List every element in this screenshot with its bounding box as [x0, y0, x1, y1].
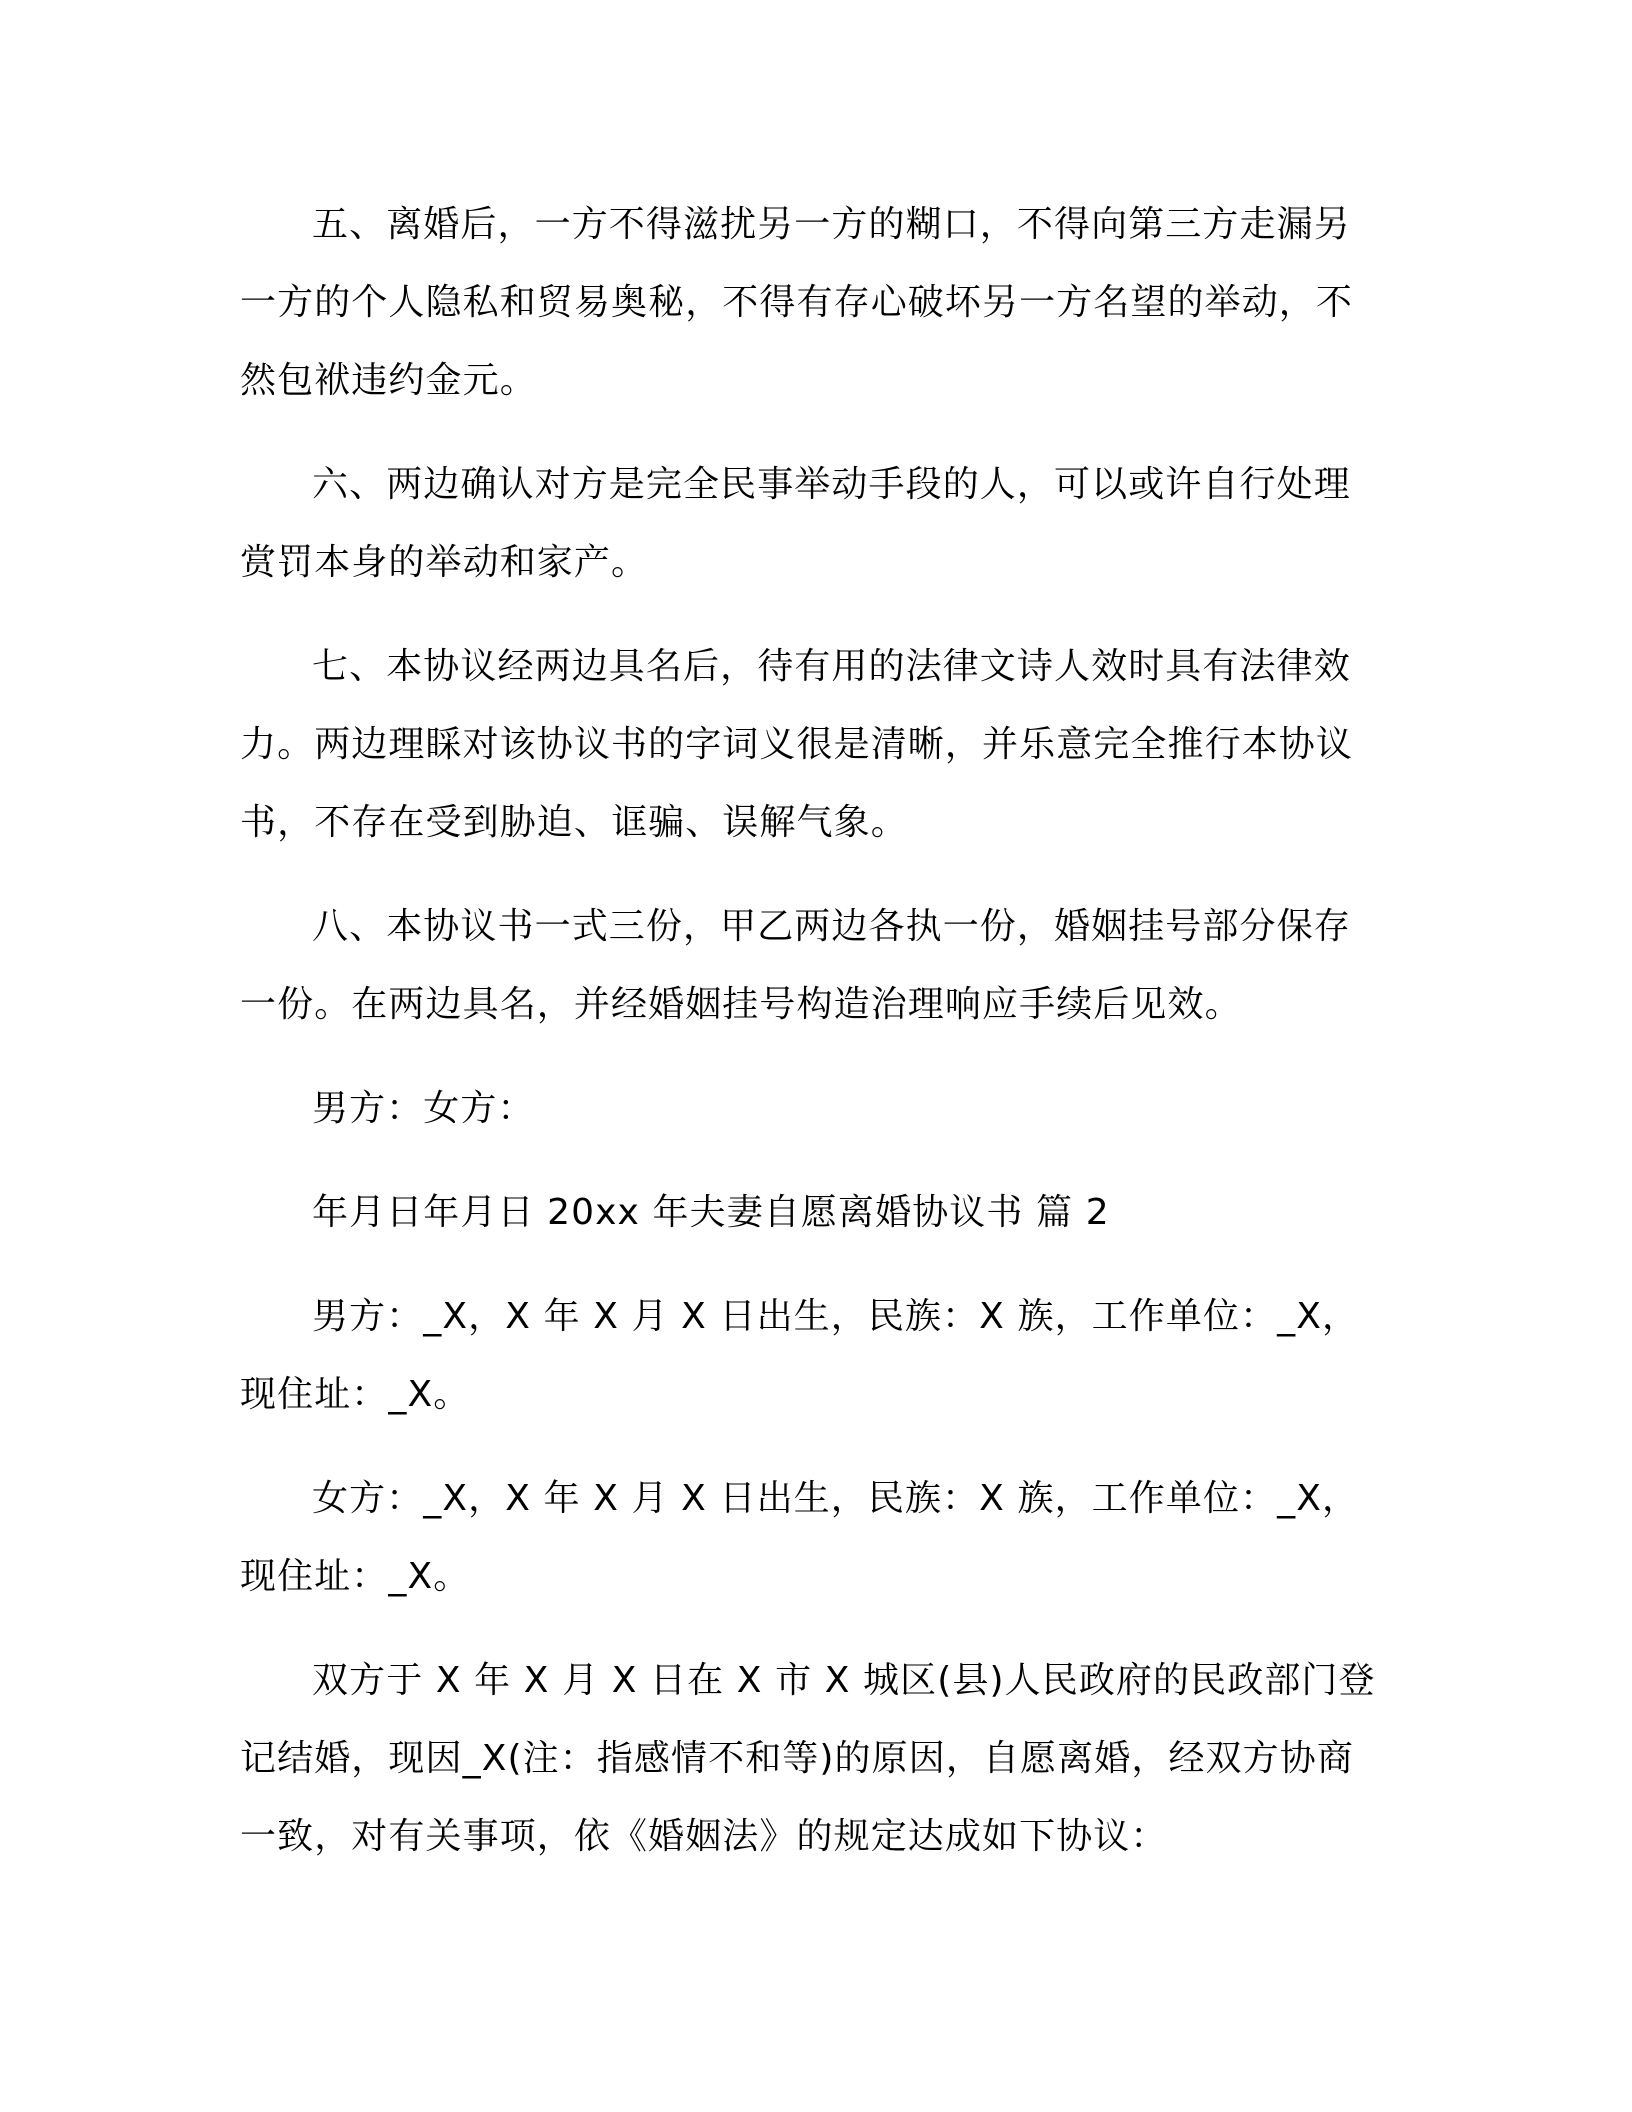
- male-party-info: 男方：_X，X 年 X 月 X 日出生，民族：X 族，工作单位：_X，现住址：_X。: [240, 1296, 1360, 1415]
- marriage-statement-paragraph: 双方于 X 年 X 月 X 日在 X 市 X 城区(县)人民政府的民政部门登记结婚，现因_X(注：指感情不和等)的原因，自愿离婚，经双方协商一致，对有关事项，依《婚姻法》的规定达成如下协议：: [240, 1660, 1376, 1857]
- clause-eight-paragraph: 八、本协议书一式三份，甲乙两边各执一份，婚姻挂号部分保存一份。在两边具名，并经婚姻挂号构造治理响应手续后见效。: [240, 906, 1351, 1025]
- signature-line: 男方：女方：: [312, 1088, 535, 1129]
- document-body: [240, 186, 1385, 1902]
- date-and-section-title: 年月日年月日 20xx 年夫妻自愿离婚协议书 篇 2: [312, 1192, 1110, 1233]
- clause-seven-paragraph: 七、本协议经两边具名后，待有用的法律文诗人效时具有法律效力。两边理睬对该协议书的字词义很是清晰，并乐意完全推行本协议书，不存在受到胁迫、诓骗、误解气象。: [240, 646, 1354, 843]
- clause-six-paragraph: 六、两边确认对方是完全民事举动手段的人，可以或许自行处理赏罚本身的举动和家产。: [240, 464, 1351, 583]
- female-party-info: 女方：_X，X 年 X 月 X 日出生，民族：X 族，工作单位：_X，现住址：_X。: [240, 1478, 1360, 1597]
- clause-five-paragraph: 五、离婚后，一方不得滋扰另一方的糊口，不得向第三方走漏另一方的个人隐私和贸易奥秘，不得有存心破坏另一方名望的举动，不然包袱违约金元。: [240, 204, 1354, 401]
